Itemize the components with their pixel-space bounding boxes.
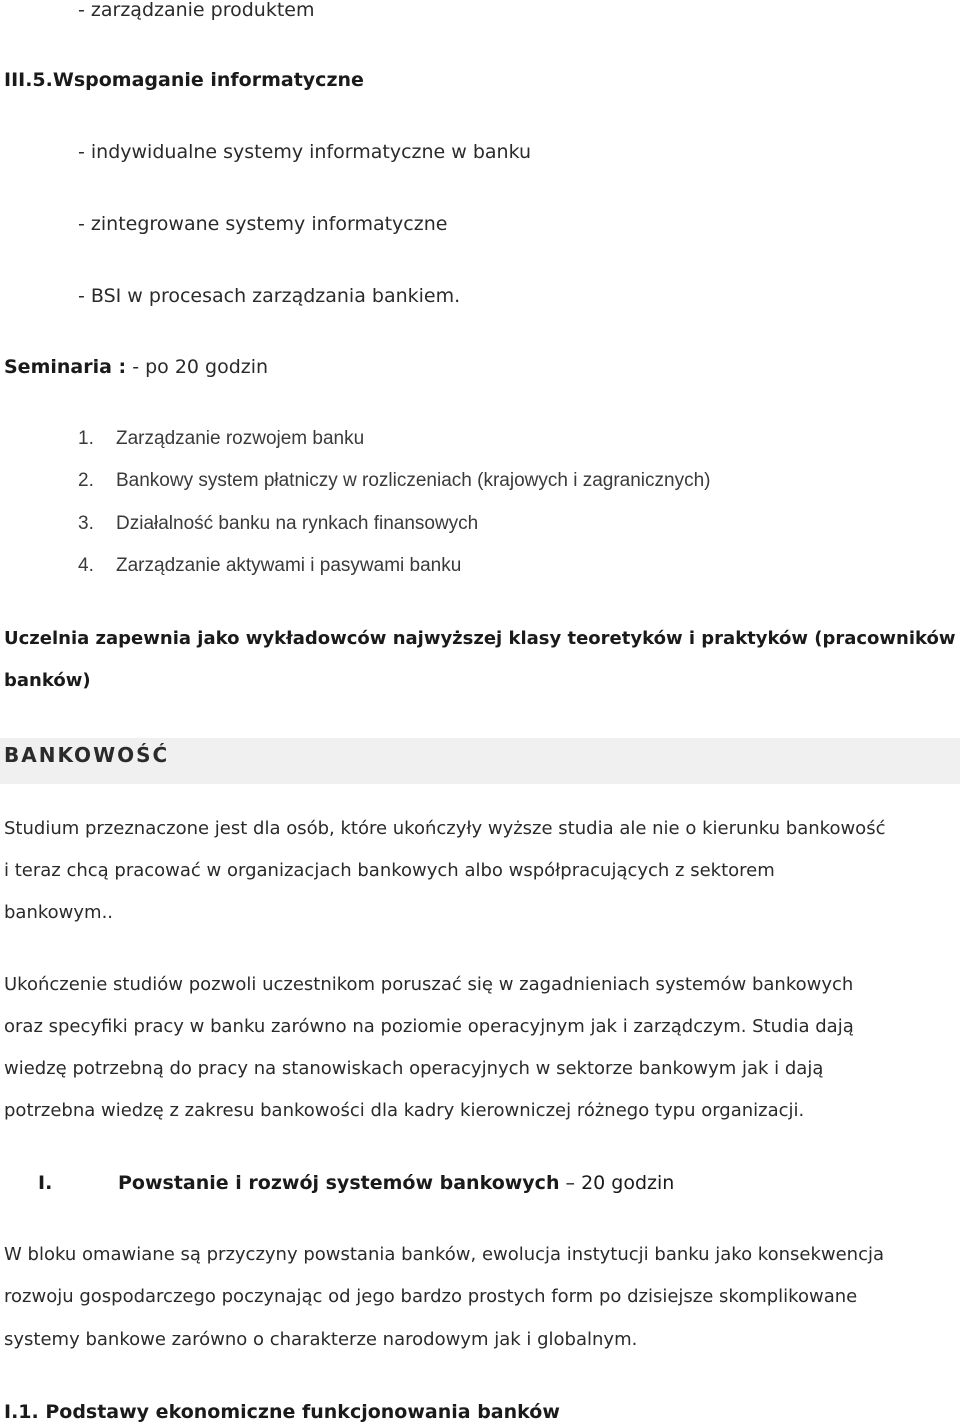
numbered-item bbox=[78, 467, 710, 495]
item-number: 1. bbox=[78, 428, 94, 449]
paragraph-line: potrzebna wiedzę z zakresu bankowości dla kadry kierowniczej różnego typu organizacji. bbox=[4, 1100, 805, 1121]
item-number: 4. bbox=[78, 555, 94, 576]
paragraph-line: bankowym.. bbox=[4, 902, 114, 923]
paragraph-line: W bloku omawiane są przyczyny powstania banków, ewolucja instytucji banku jako konsekwencja bbox=[4, 1244, 885, 1265]
numbered-item bbox=[78, 425, 364, 453]
list-item: - indywidualne systemy informatyczne w banku bbox=[78, 141, 532, 163]
section-title bbox=[118, 1169, 674, 1197]
paragraph-line: i teraz chcą pracować w organizacjach bankowych albo współpracujących z sektorem bbox=[4, 860, 775, 881]
item-text: Zarządzanie aktywami i pasywami banku bbox=[116, 555, 462, 576]
seminars-label-rest: - po 20 godzin bbox=[126, 356, 269, 378]
paragraph-line: Ukończenie studiów pozwoli uczestnikom poruszać się w zagadnieniach systemów bankowych bbox=[4, 974, 854, 995]
subsection-heading: I.1. Podstawy ekonomiczne funkcjonowania banków bbox=[4, 1401, 560, 1423]
paragraph-line: wiedzę potrzebną do pracy na stanowiskach operacyjnych w sektorze bankowym jak i dają bbox=[4, 1058, 824, 1079]
section-number: I. bbox=[38, 1172, 53, 1194]
list-item: - zarządzanie produktem bbox=[78, 0, 315, 21]
paragraph-line: Studium przeznaczone jest dla osób, które ukończyły wyższe studia ale nie o kierunku bankowość bbox=[4, 818, 886, 839]
bank-heading: BANKOWOŚĆ bbox=[4, 743, 170, 767]
seminars-label-bold: Seminaria : bbox=[4, 356, 127, 378]
item-text: Zarządzanie rozwojem banku bbox=[116, 428, 365, 449]
list-item: - zintegrowane systemy informatyczne bbox=[78, 213, 448, 235]
numbered-item bbox=[78, 510, 478, 538]
section-title-rest: – 20 godzin bbox=[559, 1172, 675, 1194]
item-text: Działalność banku na rynkach finansowych bbox=[116, 513, 479, 534]
paragraph-line: systemy bankowe zarówno o charakterze narodowym jak i globalnym. bbox=[4, 1329, 638, 1350]
item-text: Bankowy system płatniczy w rozliczeniach (krajowych i zagranicznych) bbox=[116, 470, 711, 491]
item-number: 3. bbox=[78, 513, 94, 534]
lecturers-line: Uczelnia zapewnia jako wykładowców najwyższej klasy teoretyków i praktyków (pracowników bbox=[4, 628, 956, 649]
section-title-bold: Powstanie i rozwój systemów bankowych bbox=[118, 1172, 560, 1194]
numbered-item bbox=[78, 552, 461, 580]
seminars-label bbox=[4, 353, 268, 381]
section-heading: III.5.Wspomaganie informatyczne bbox=[4, 69, 364, 91]
lecturers-line: banków) bbox=[4, 670, 91, 691]
list-item: - BSI w procesach zarządzania bankiem. bbox=[78, 285, 461, 307]
item-number: 2. bbox=[78, 470, 94, 491]
paragraph-line: oraz specyfiki pracy w banku zarówno na poziomie operacyjnym jak i zarządczym. Studia dają bbox=[4, 1016, 854, 1037]
paragraph-line: rozwoju gospodarczego poczynając od jego bardzo prostych form po dzisiejsze skomplikowane bbox=[4, 1286, 858, 1307]
